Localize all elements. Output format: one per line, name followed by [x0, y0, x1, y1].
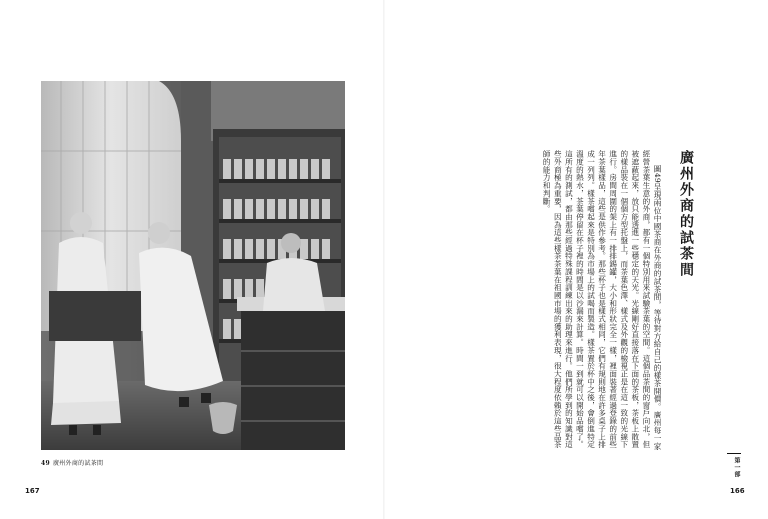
- body-paragraph: 圖49呈現兩位中國茶商在外商的試茶間，等待對方給自己的樣茶開價。廣州每一家經營茶葉生意的外商，都有一個特別用來試驗茶葉的空間。這個品茶間的窗戶向北，但被遮蔽起來，放只能透進一些穩定的天光。光線剛好直接落在下面的茶板，茶板上散置的樣品裝在一個個方型托盤上，而茶葉色澤、樣式及外觀的檢視正是在這一致的光線下進行。房間周圍的架上有一排排錫罐，大小和形狀完全一樣，裡面裝著經過登錄的前些年茶葉樣品，這些是供作參考。那些杯子也是樣式相同，它們有規則地在許多桌子上排成一列列。樣茶嚐起來是特別為市場上的試喝而製造。樣茶置於杯中之後，會倒進特定溫度的熱水，茶葉停留在杯子裡的時間是以沙漏來計算。時間一到就可以開始品嚐了。這所有的測試，都由那些經過特殊課程訓練出來的助理來進行。他們所學到的知識對這些外商極為重要，因為這些樣茶茶葉在祖國市場的獲利表現，很大程度依賴於這些品茶師的能力和判斷。: [542, 150, 662, 451]
- page-number-left: 167: [25, 487, 40, 495]
- page-gutter: [383, 0, 385, 519]
- chapter-label: 第一部: [727, 453, 741, 480]
- photo-illustration: [41, 81, 345, 450]
- figure-caption-text: 廣州外商的試茶間: [52, 460, 104, 467]
- page-number-right: 166: [730, 487, 745, 495]
- section-title: 廣州外商的試茶間: [678, 150, 694, 278]
- figure-caption: [41, 458, 103, 467]
- figure-number: 49: [41, 460, 50, 467]
- body-text: [463, 150, 663, 452]
- tea-tasting-room-photo: [41, 81, 345, 450]
